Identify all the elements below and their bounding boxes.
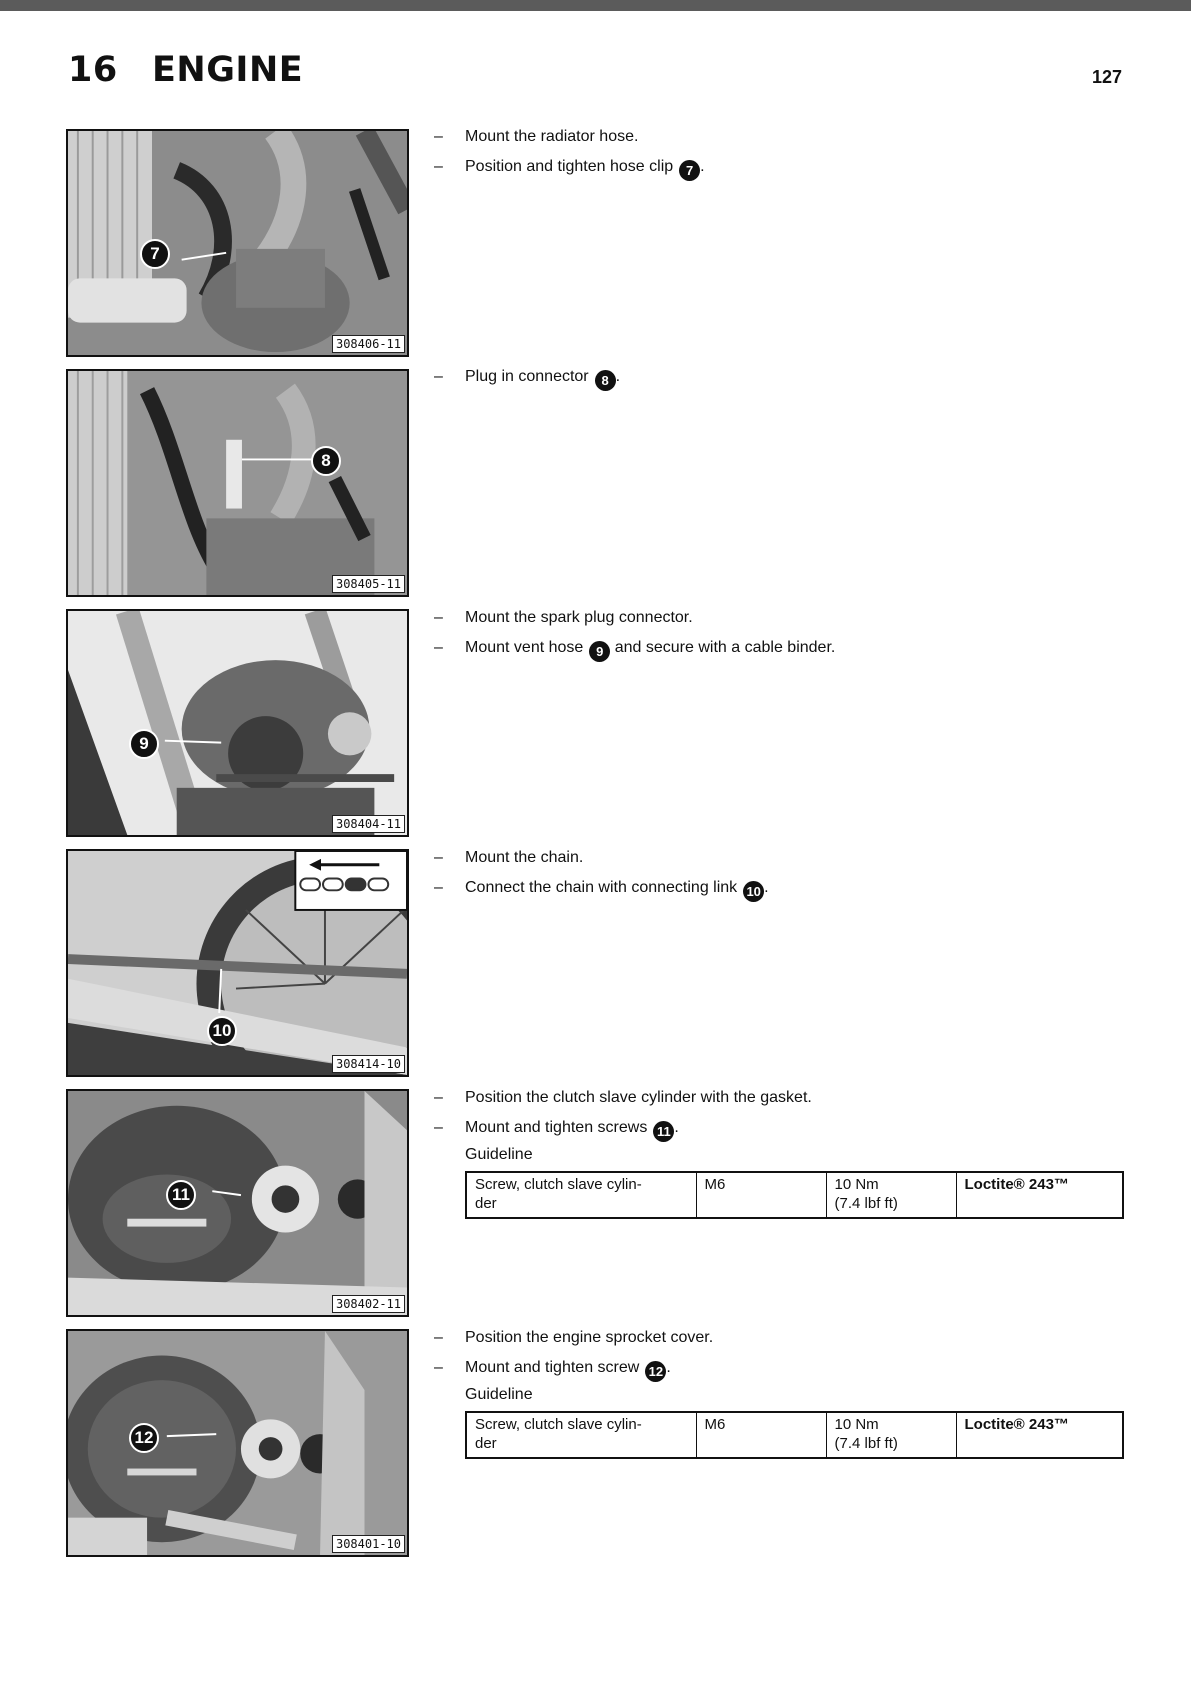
spec-torque: 10 Nm (7.4 lbf ft): [826, 1172, 956, 1218]
callout-11: 11: [166, 1180, 196, 1210]
callout-badge: 11: [653, 1121, 674, 1142]
step-item: – Mount and tighten screw 12 .: [434, 1353, 1154, 1383]
callout-8: 8: [311, 446, 341, 476]
steps-6: [434, 1323, 1154, 1407]
image-code: 308404-11: [332, 815, 405, 833]
guideline-label: Guideline: [465, 1146, 533, 1163]
step-item: – Mount the radiator hose.: [434, 128, 639, 145]
photo-connector: [66, 369, 409, 597]
callout-badge: 7: [679, 160, 700, 181]
spec-compound: Loctite® 243™: [956, 1172, 1123, 1218]
step-item: – Position the clutch slave cylinder with the gasket.: [434, 1089, 812, 1106]
callout-9: 9: [129, 729, 159, 759]
chapter-heading: [68, 50, 303, 90]
steps-5: [434, 1083, 1154, 1167]
photo-vent-hose: [66, 609, 409, 837]
spec-thread: M6: [696, 1172, 826, 1218]
chapter-title: ENGINE: [152, 50, 304, 90]
callout-badge: 8: [595, 370, 616, 391]
photo-sprocket-cover: [66, 1329, 409, 1557]
step-item: – Mount the chain.: [434, 849, 584, 866]
step-item: – Mount and tighten screws 11 .: [434, 1113, 1154, 1143]
image-code: 308414-10: [332, 1055, 405, 1073]
steps-4: [434, 843, 1154, 903]
image-code: 308401-10: [332, 1535, 405, 1553]
spec-torque: 10 Nm (7.4 lbf ft): [826, 1412, 956, 1458]
spec-table: [465, 1171, 1124, 1219]
spec-part: Screw, clutch slave cylin- der: [466, 1172, 696, 1218]
spec-part: Screw, clutch slave cylin- der: [466, 1412, 696, 1458]
step-item: – Mount the spark plug connector.: [434, 609, 693, 626]
callout-badge: 10: [743, 881, 764, 902]
spec-compound: Loctite® 243™: [956, 1412, 1123, 1458]
spec-table: [465, 1411, 1124, 1459]
image-code: 308402-11: [332, 1295, 405, 1313]
table-row: [466, 1412, 1123, 1458]
image-code: 308406-11: [332, 335, 405, 353]
steps-2: [434, 362, 1154, 392]
spec-thread: M6: [696, 1412, 826, 1458]
guideline-label: Guideline: [465, 1386, 533, 1403]
table-row: [466, 1172, 1123, 1218]
step-item: – Mount vent hose 9 and secure with a cable binder.: [434, 633, 1154, 663]
step-item: – Position the engine sprocket cover.: [434, 1329, 714, 1346]
photo-clutch-slave-cylinder: [66, 1089, 409, 1317]
photo-chain: [66, 849, 409, 1077]
steps-3: [434, 603, 1154, 663]
step-item: – Plug in connector 8 .: [434, 362, 1154, 392]
callout-7: 7: [140, 239, 170, 269]
callout-10: 10: [207, 1016, 237, 1046]
step-item: – Connect the chain with connecting link 10 .: [434, 873, 1154, 903]
photo-radiator-hose: [66, 129, 409, 357]
chapter-number: 16: [68, 50, 118, 90]
step-item: – Position and tighten hose clip 7 .: [434, 152, 1154, 182]
top-bar: [0, 0, 1191, 11]
callout-badge: 12: [645, 1361, 666, 1382]
page-number: 127: [1092, 67, 1123, 87]
steps-1: [434, 122, 1154, 182]
image-code: 308405-11: [332, 575, 405, 593]
callout-badge: 9: [589, 641, 610, 662]
callout-12: 12: [129, 1423, 159, 1453]
